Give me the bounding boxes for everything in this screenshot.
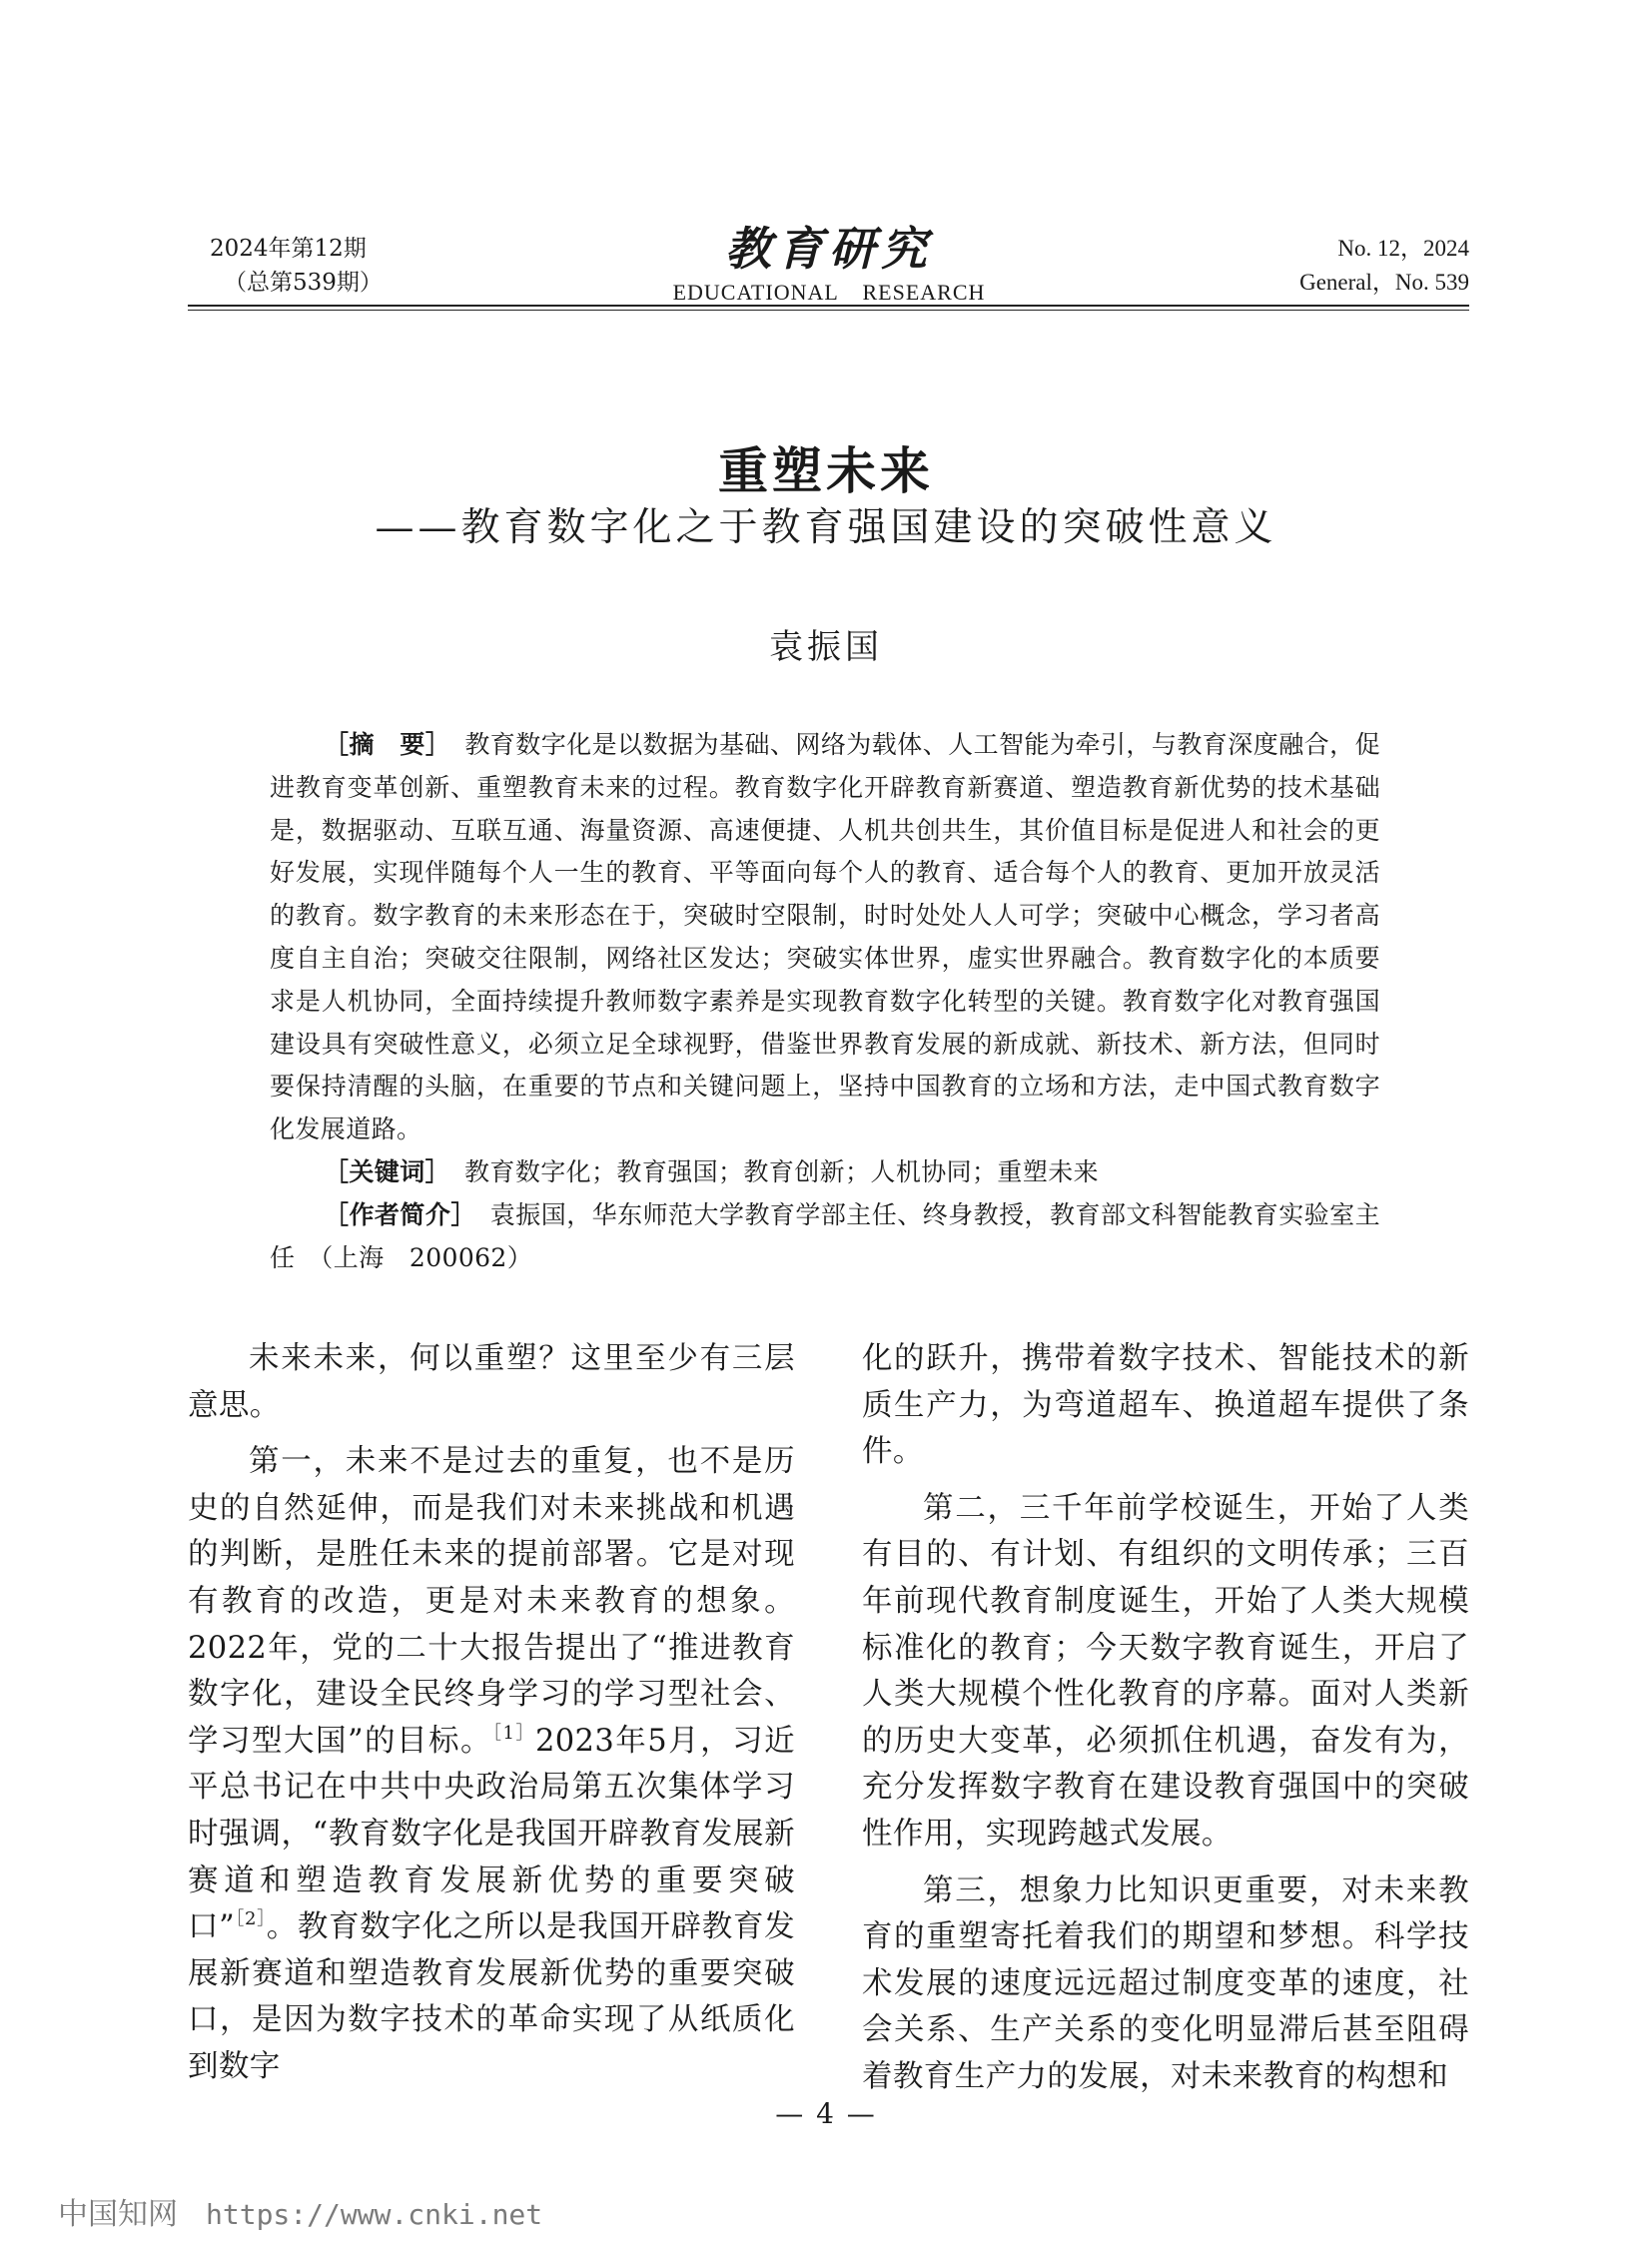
abstract-text: 教育数字化是以数据为基础、网络为载体、人工智能为牵引，与教育深度融合，促进教育变革创新、重塑教育未来的过程。教育数字化开辟教育新赛道、塑造教育新优势的技术基础是，数据驱动、互联互通、海量资源、高速便捷、人机共创共生，其价值目标是促进人和社会的更好发展，实现伴随每个人一生的教育、平等面向每个人的教育、适合每个人的教育、更加开放灵活的教育。数字教育的未来形态在于，突破时空限制，时时处处人人可学；突破中心概念，学习者高度自主自治；突破交往限制，网络社区发达；突破实体世界，虚实世界融合。教育数字化的本质要求是人机协同，全面持续提升教师数字素养是实现教育数字化转型的关键。教育数字化对教育强国建设具有突破性意义，必须立足全球视野，借鉴世界教育发展的新成就、新技术、新方法，但同时要保持清醒的头脑，在重要的节点和关键问题上，坚持中国教育的立场和方法，走中国式教育数字化发展道路。 [270,730,1380,1144]
journal-name-en: EDUCATIONAL RESEARCH [672,280,986,305]
issue-info-cn [210,232,383,300]
journal-masthead [619,222,1039,306]
body-text: 。教育数字化之所以是我国开辟教育发展新赛道和塑造教育发展新优势的重要突破口，是因为数字技术的革命实现了从纸质化到数字 [188,1909,795,2084]
journal-logo: 教育研究 [725,222,933,276]
abstract-block [270,724,1380,1279]
abstract-paragraph [270,724,1380,1151]
body-paragraph: 第三，想象力比知识更重要，对未来教育的重塑寄托着我们的期望和梦想。科学技术发展的速度远远超过制度变革的速度，社会关系、生产关系的变化明显滞后甚至阻碍着教育生产力的发展，对未来教育的构想和 [862,1872,1469,2094]
body-paragraph: 未来未来，何以重塑？这里至少有三层意思。 [188,1341,795,1423]
total-issue-cn: （总第539期） [224,270,383,296]
header-rule [188,305,1469,307]
body-text: 2023年5月，习近平总书记在中共中央政治局第五次集体学习时强调，“教育数字化是我国开辟教育发展新赛道和塑造教育发展新优势的重要突破口” [188,1723,796,1945]
body-column-right [862,1336,1469,2101]
body-columns [188,1336,1469,2115]
abstract-label: ［摘 要］ [324,730,451,759]
citation-ref[interactable]: ［2］ [235,1908,267,1930]
author-info-label: ［作者简介］ [324,1199,476,1229]
article-title: 重塑未来 [718,442,934,500]
issue-number-en: No. 12，2024 [1337,236,1469,261]
body-paragraph [188,1439,795,2090]
body-column-left [188,1336,795,2091]
body-paragraph: 第二，三千年前学校诞生，开始了人类有目的、有计划、有组织的文明传承；三百年前现代教育制度诞生，开始了人类大规模标准化的教育；今天数字教育诞生，开启了人类大规模个性化教育的序幕。面对人类新的历史大变革，必须抓住机遇，奋发有为，充分发挥数字教育在建设教育强国中的突破性作用，实现跨越式发展。 [862,1490,1469,1852]
cnki-watermark [58,2189,542,2233]
author-info-paragraph [270,1194,1380,1280]
body-text: 第一，未来不是过去的重复，也不是历史的自然延伸，而是我们对未来挑战和机遇的判断，是胜任未来的提前部署。它是对现有教育的改造，更是对未来教育的想象。2022年，党的二十大报告提出了“推进教育数字化，建设全民终身学习的学习型社会、学习型大国”的目标。 [188,1444,795,1759]
keywords-text: 教育数字化；教育强国；教育创新；人机协同；重塑未来 [464,1156,1100,1186]
watermark-url[interactable]: https://www.cnki.net [206,2198,543,2231]
header-rule-thin [188,310,1469,311]
citation-ref[interactable]: ［1］ [492,1722,535,1744]
article-subtitle: ——教育数字化之于教育强国建设的突破性意义 [375,505,1277,550]
keywords-paragraph [270,1151,1380,1194]
page-number: — 4 — [775,2097,877,2130]
issue-number-cn: 2024年第12期 [210,236,367,262]
author-info-text: 袁振国，华东师范大学教育学部主任、终身教授，教育部文科智能教育实验室主任 （上海 200062） [270,1199,1380,1272]
total-issue-en: General，No. 539 [1299,270,1469,295]
issue-info-en [1299,232,1469,300]
body-paragraph: 化的跃升，携带着数字技术、智能技术的新质生产力，为弯道超车、换道超车提供了条件。 [862,1341,1469,1470]
keywords-label: ［关键词］ [324,1156,451,1186]
article-author: 袁振国 [769,627,883,667]
watermark-name: 中国知网 [58,2197,178,2232]
